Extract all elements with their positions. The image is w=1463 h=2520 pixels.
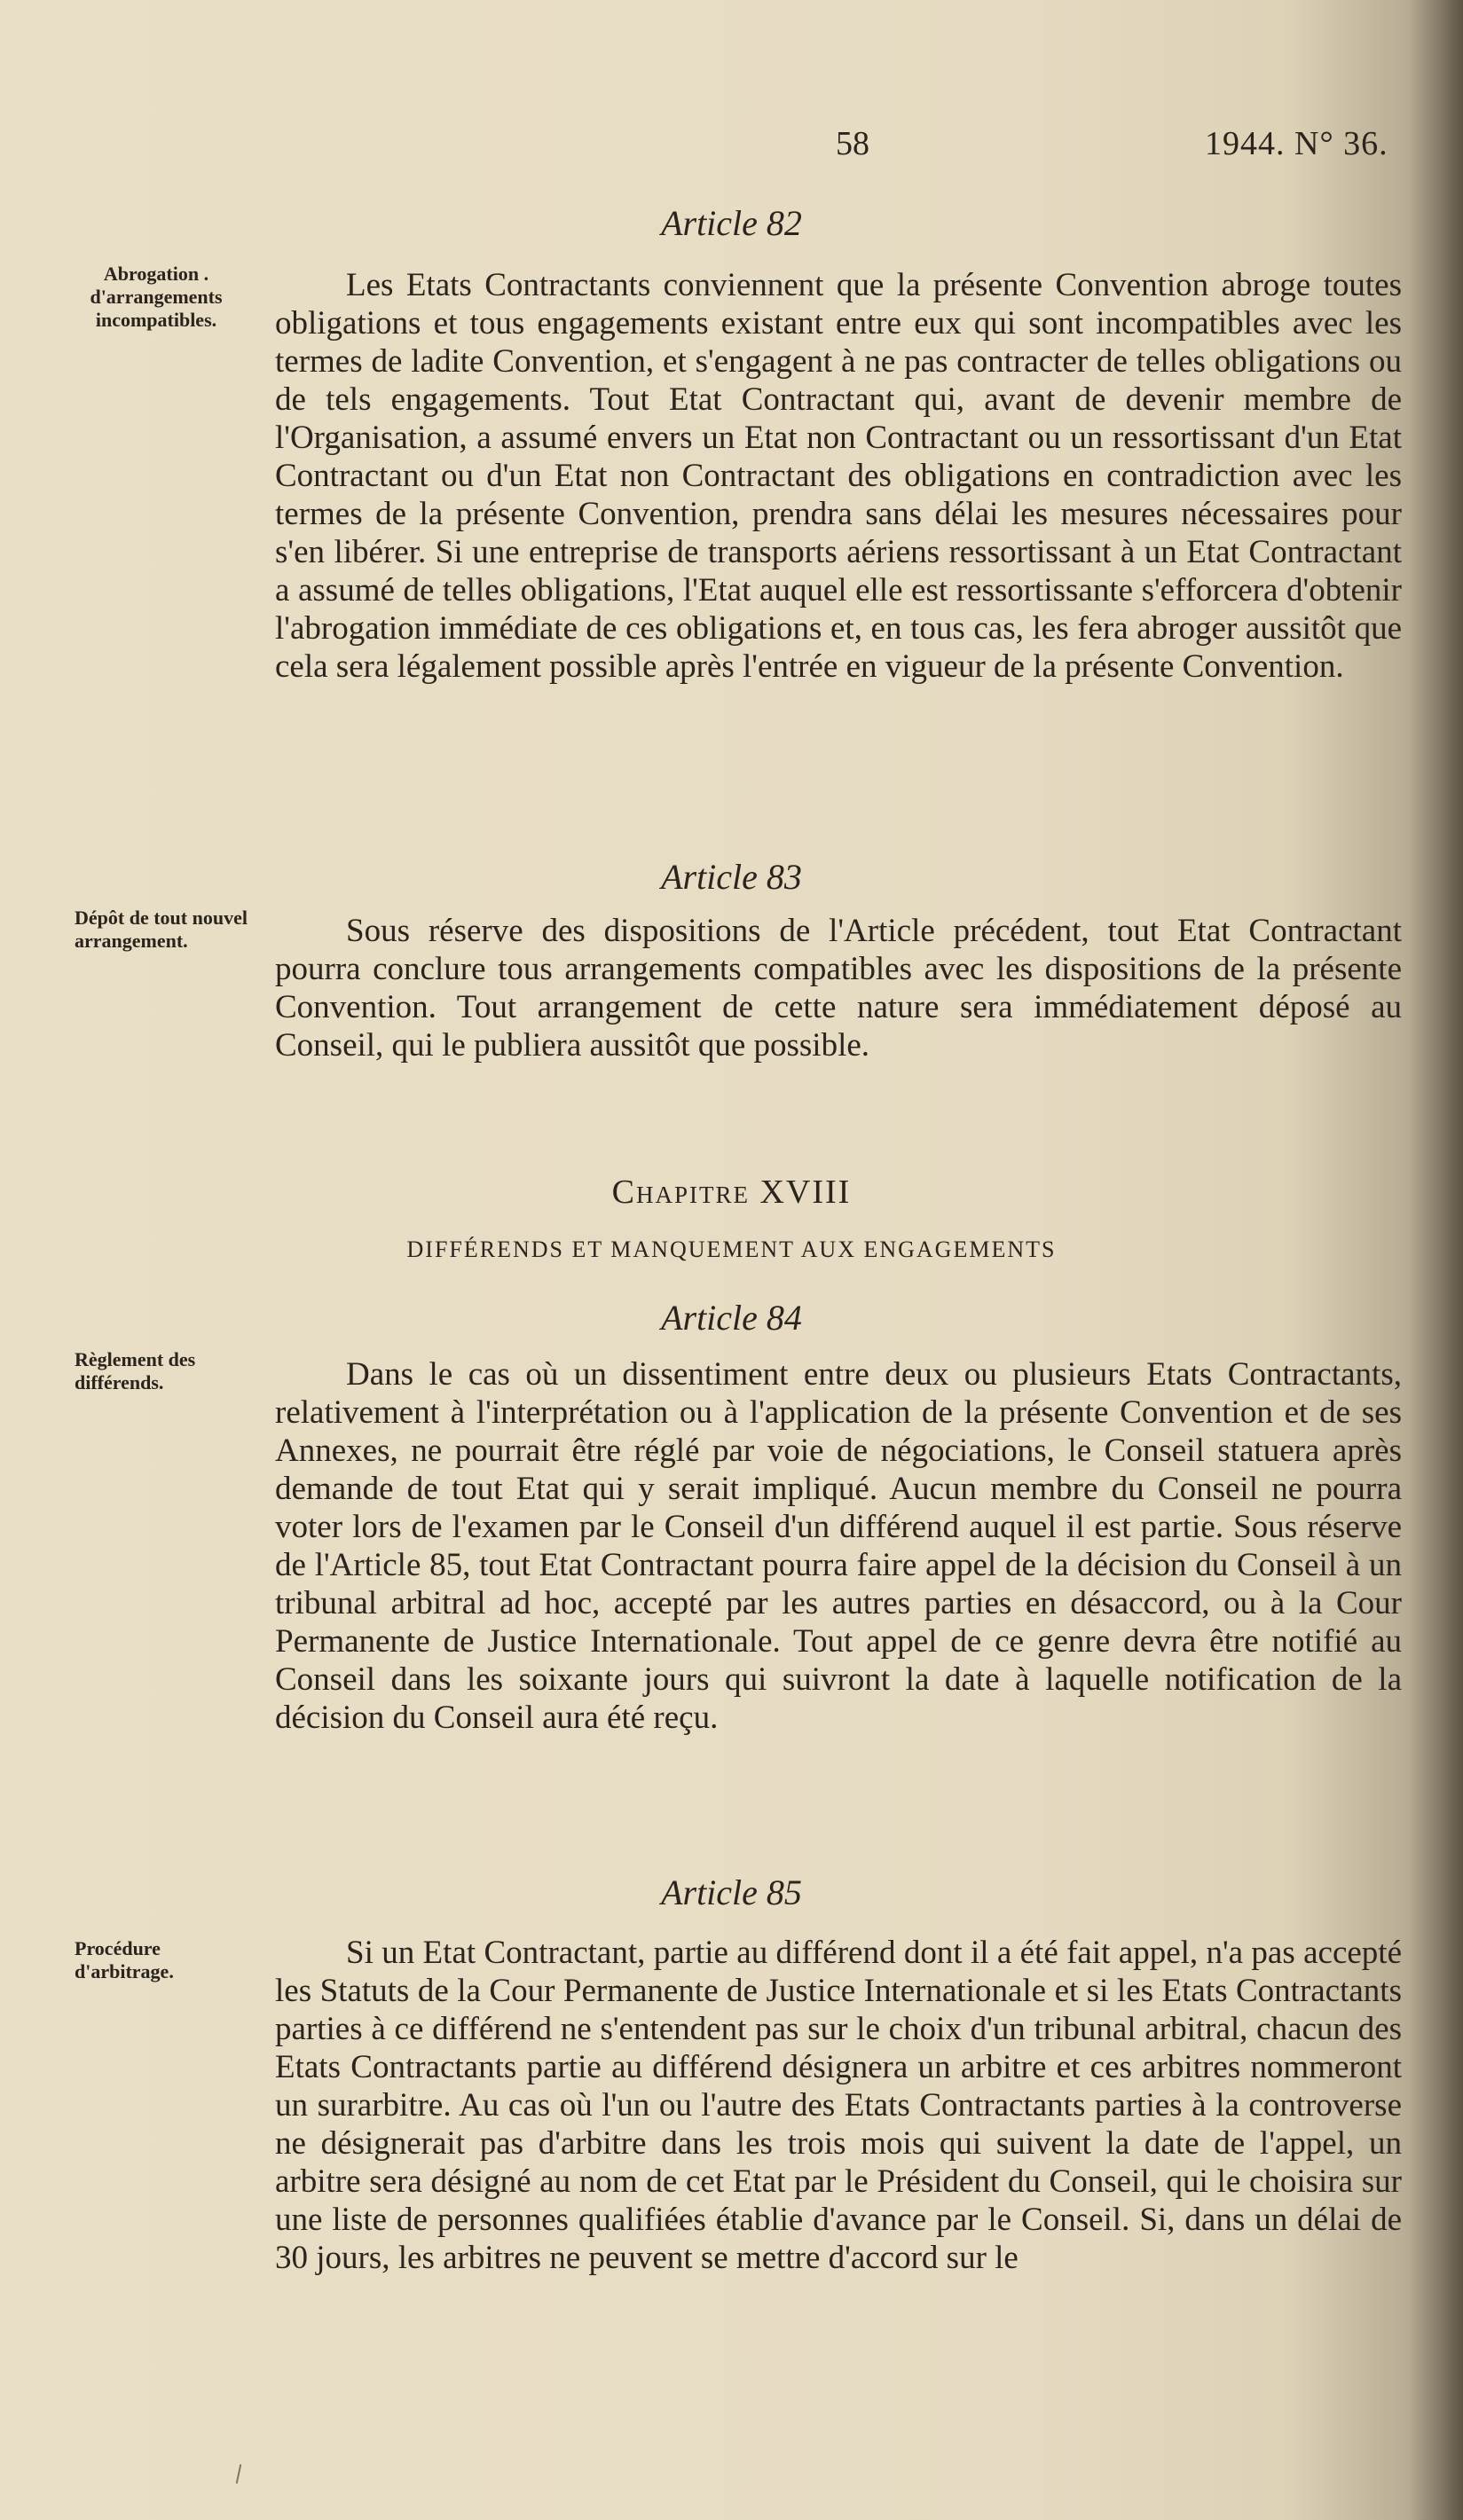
article-82-body [275,266,1402,686]
chapter-subtitle: DIFFÉRENDS ET MANQUEMENT AUX ENGAGEMENTS [406,1236,1057,1262]
page-header [0,124,1463,177]
margin-note-art83: Dépôt de tout nouvel arrangement. [75,907,248,952]
margin-note-art85: Procédure d'arbitrage. [75,1937,174,1982]
article-82-title: Article 82 [661,203,802,243]
article-84-body [275,1355,1402,1737]
margin-note-art82: Abrogation . d'arrangements incompatibles. [90,263,223,331]
margin-note-art84: Règlement des différends. [75,1348,196,1393]
article-83-title: Article 83 [661,857,802,897]
article-84-title: Article 84 [661,1298,802,1338]
chapter-title: Chapitre XVIII [611,1174,852,1211]
article-82-paragraph: Les Etats Contractants conviennent que la présente Convention abroge toutes obligations et tous engagements existant entre eux qui sont incompatibles avec les termes de ladite Convention, et s'engagent à ne pas contracter de telles obligations ou de tels engagements. Tout Etat Contractant qui, avant de devenir membre de l'Organisation, a assumé envers un Etat non Contractant ou un ressortissant d'un Etat Contractant ou d'un Etat non Contractant des obligations en contradiction avec les termes de la présente Convention, prendra sans délai les mesures nécessaires pour s'en libérer. Si une entreprise de transports aériens ressortissant à un Etat Contractant a assumé de telles obligations, l'Etat auquel elle est ressortissante s'efforcera d'obtenir l'abrogation immédiate de ces obligations et, en tous cas, les fera abroger aussitôt que cela sera légalement possible après l'entrée en vigueur de la présente Convention. [275,267,1402,685]
article-85-body [275,1934,1402,2277]
article-84-paragraph: Dans le cas où un dissentiment entre deux ou plusieurs Etats Contractants, relativement à l'interprétation ou à l'application de la présente Convention et de ses Annexes, ne pourrait être réglé par voie de négociations, le Conseil statuera après demande de tout Etat qui y serait impliqué. Aucun membre du Conseil ne pourra voter lors de l'examen par le Conseil d'un différend auquel il est partie. Sous réserve de l'Article 85, tout Etat Contractant pourra faire appel de la décision du Conseil à un tribunal arbitral ad hoc, accepté par les autres parties en désaccord, ou à la Cour Permanente de Justice Internationale. Tout appel de ce genre devra être notifié au Conseil dans les soixante jours qui suivront la date à laquelle notification de la décision du Conseil aura été reçu. [275,1356,1402,1736]
article-85-paragraph: Si un Etat Contractant, partie au différend dont il a été fait appel, n'a pas accepté les Statuts de la Cour Permanente de Justice Internationale et si les Etats Contractants parties à ce différend ne s'entendent pas sur le choix d'un tribunal arbitral, chacun des Etats Contractants partie au différend désignera un arbitre et ces arbitres nommeront un surarbitre. Au cas où l'un ou l'autre des Etats Contractants parties à la controverse ne désignerait pas d'arbitre dans les trois mois qui suivent la date de l'appel, un arbitre sera désigné au nom de cet Etat par le Président du Conseil, qui le choisira sur une liste de personnes qualifiées établie d'avance par le Conseil. Si, dans un délai de 30 jours, les arbitres ne peuvent se mettre d'accord sur le [275,1935,1402,2276]
article-83-body [275,912,1402,1064]
article-83-paragraph: Sous réserve des dispositions de l'Article précédent, tout Etat Contractant pourra conclure tous arrangements compatibles avec les dispositions de la présente Convention. Tout arrangement de cette nature sera immédiatement déposé au Conseil, qui le publiera aussitôt que possible. [275,913,1402,1064]
year-and-number: 1944. N° 36. [1205,125,1388,162]
page-number: 58 [836,125,869,162]
article-85-title: Article 85 [661,1872,802,1912]
